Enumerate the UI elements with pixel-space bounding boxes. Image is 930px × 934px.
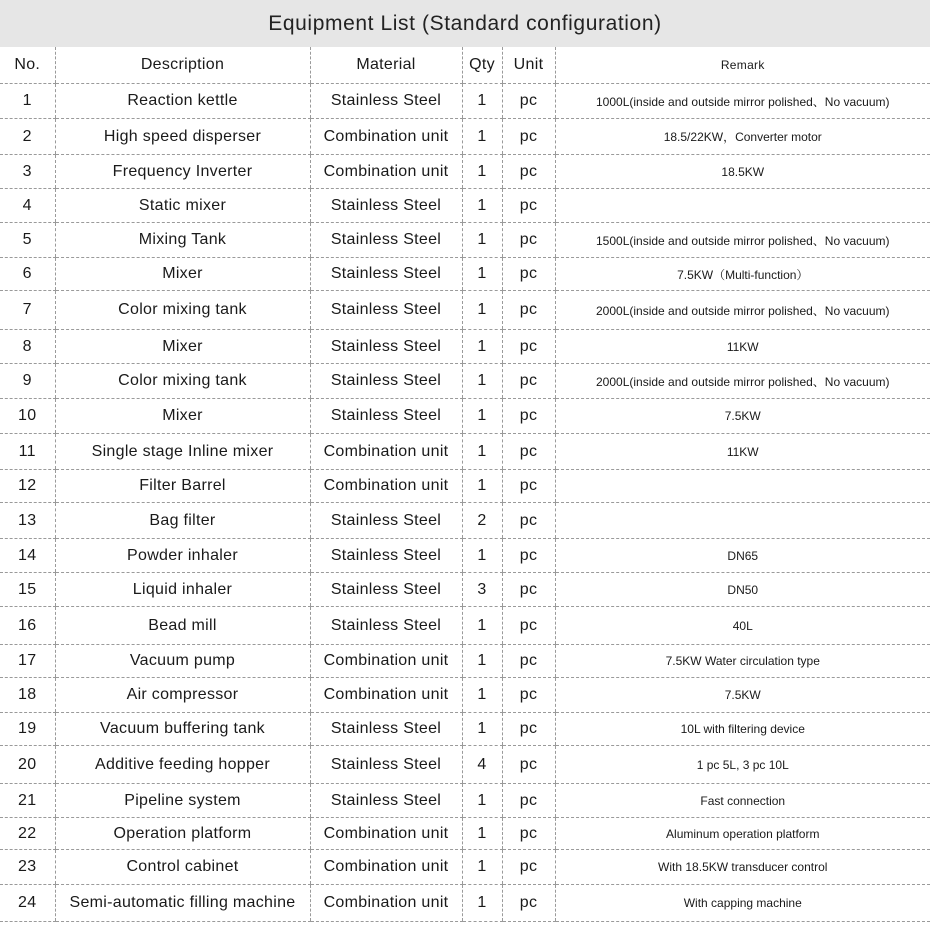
cell-qty: 2 xyxy=(462,503,502,539)
table-row xyxy=(0,713,930,746)
table-row xyxy=(0,364,930,399)
cell-remark: 1500L(inside and outside mirror polished、No vacuum) xyxy=(555,223,930,258)
cell-no: 11 xyxy=(0,434,55,470)
cell-unit: pc xyxy=(502,84,555,119)
table-row xyxy=(0,539,930,573)
cell-remark: 18.5KW xyxy=(555,155,930,189)
cell-unit: pc xyxy=(502,539,555,573)
cell-qty: 3 xyxy=(462,573,502,607)
cell-no: 24 xyxy=(0,885,55,922)
cell-qty: 1 xyxy=(462,539,502,573)
table-row xyxy=(0,818,930,850)
cell-remark: Fast connection xyxy=(555,784,930,818)
cell-description: Air compressor xyxy=(55,678,310,713)
cell-unit: pc xyxy=(502,434,555,470)
cell-no: 8 xyxy=(0,330,55,364)
cell-qty: 1 xyxy=(462,119,502,155)
cell-unit: pc xyxy=(502,885,555,922)
cell-qty: 1 xyxy=(462,434,502,470)
cell-unit: pc xyxy=(502,818,555,850)
table-row xyxy=(0,573,930,607)
table-row xyxy=(0,503,930,539)
cell-remark: 10L with filtering device xyxy=(555,713,930,746)
table-row xyxy=(0,470,930,503)
cell-qty: 1 xyxy=(462,713,502,746)
cell-qty: 1 xyxy=(462,850,502,885)
cell-description: Frequency Inverter xyxy=(55,155,310,189)
table-row xyxy=(0,330,930,364)
cell-description: High speed disperser xyxy=(55,119,310,155)
table-row xyxy=(0,399,930,434)
cell-material: Stainless Steel xyxy=(310,364,462,399)
cell-unit: pc xyxy=(502,573,555,607)
cell-material: Stainless Steel xyxy=(310,746,462,784)
cell-description: Mixer xyxy=(55,330,310,364)
cell-description: Single stage Inline mixer xyxy=(55,434,310,470)
cell-material: Combination unit xyxy=(310,645,462,678)
cell-description: Color mixing tank xyxy=(55,364,310,399)
cell-no: 20 xyxy=(0,746,55,784)
cell-description: Vacuum buffering tank xyxy=(55,713,310,746)
table-row xyxy=(0,189,930,223)
cell-description: Static mixer xyxy=(55,189,310,223)
cell-no: 17 xyxy=(0,645,55,678)
cell-unit: pc xyxy=(502,746,555,784)
cell-remark: 2000L(inside and outside mirror polished、No vacuum) xyxy=(555,291,930,330)
cell-unit: pc xyxy=(502,258,555,291)
cell-remark: 11KW xyxy=(555,434,930,470)
cell-qty: 1 xyxy=(462,607,502,645)
cell-material: Stainless Steel xyxy=(310,291,462,330)
table-row xyxy=(0,885,930,922)
cell-description: Vacuum pump xyxy=(55,645,310,678)
table-row xyxy=(0,291,930,330)
cell-description: Operation platform xyxy=(55,818,310,850)
cell-qty: 4 xyxy=(462,746,502,784)
cell-remark: 7.5KW（Multi-function） xyxy=(555,258,930,291)
cell-qty: 1 xyxy=(462,189,502,223)
table-row xyxy=(0,746,930,784)
cell-qty: 1 xyxy=(462,399,502,434)
cell-remark: With capping machine xyxy=(555,885,930,922)
cell-remark: 1 pc 5L, 3 pc 10L xyxy=(555,746,930,784)
table-row xyxy=(0,119,930,155)
cell-unit: pc xyxy=(502,470,555,503)
cell-remark: 7.5KW xyxy=(555,678,930,713)
cell-qty: 1 xyxy=(462,258,502,291)
cell-remark: With 18.5KW transducer control xyxy=(555,850,930,885)
table-header-row xyxy=(0,47,930,84)
cell-qty: 1 xyxy=(462,470,502,503)
table-row xyxy=(0,645,930,678)
cell-qty: 1 xyxy=(462,885,502,922)
cell-material: Combination unit xyxy=(310,850,462,885)
cell-unit: pc xyxy=(502,607,555,645)
cell-no: 23 xyxy=(0,850,55,885)
cell-material: Stainless Steel xyxy=(310,223,462,258)
cell-remark: DN50 xyxy=(555,573,930,607)
cell-material: Stainless Steel xyxy=(310,539,462,573)
cell-material: Stainless Steel xyxy=(310,84,462,119)
cell-no: 10 xyxy=(0,399,55,434)
cell-qty: 1 xyxy=(462,364,502,399)
cell-description: Bead mill xyxy=(55,607,310,645)
cell-description: Pipeline system xyxy=(55,784,310,818)
cell-description: Mixer xyxy=(55,258,310,291)
cell-no: 18 xyxy=(0,678,55,713)
cell-unit: pc xyxy=(502,291,555,330)
cell-qty: 1 xyxy=(462,784,502,818)
cell-no: 6 xyxy=(0,258,55,291)
cell-description: Color mixing tank xyxy=(55,291,310,330)
page-title: Equipment List (Standard configuration) xyxy=(0,0,930,47)
cell-no: 9 xyxy=(0,364,55,399)
cell-no: 4 xyxy=(0,189,55,223)
cell-no: 1 xyxy=(0,84,55,119)
cell-unit: pc xyxy=(502,223,555,258)
cell-unit: pc xyxy=(502,503,555,539)
cell-qty: 1 xyxy=(462,330,502,364)
cell-qty: 1 xyxy=(462,155,502,189)
cell-unit: pc xyxy=(502,850,555,885)
equipment-table xyxy=(0,47,930,922)
cell-qty: 1 xyxy=(462,818,502,850)
cell-unit: pc xyxy=(502,155,555,189)
header-material: Material xyxy=(310,47,462,84)
cell-unit: pc xyxy=(502,189,555,223)
cell-unit: pc xyxy=(502,364,555,399)
cell-unit: pc xyxy=(502,119,555,155)
cell-material: Stainless Steel xyxy=(310,573,462,607)
cell-no: 22 xyxy=(0,818,55,850)
table-row xyxy=(0,434,930,470)
cell-remark xyxy=(555,470,930,503)
table-row xyxy=(0,784,930,818)
header-remark: Remark xyxy=(555,47,930,84)
cell-no: 19 xyxy=(0,713,55,746)
cell-unit: pc xyxy=(502,678,555,713)
cell-unit: pc xyxy=(502,784,555,818)
cell-no: 21 xyxy=(0,784,55,818)
table-row xyxy=(0,155,930,189)
cell-no: 3 xyxy=(0,155,55,189)
cell-remark: 18.5/22KW，Converter motor xyxy=(555,119,930,155)
header-description: Description xyxy=(55,47,310,84)
cell-material: Stainless Steel xyxy=(310,330,462,364)
cell-material: Stainless Steel xyxy=(310,713,462,746)
table-row xyxy=(0,607,930,645)
cell-description: Mixing Tank xyxy=(55,223,310,258)
cell-material: Stainless Steel xyxy=(310,503,462,539)
cell-remark xyxy=(555,503,930,539)
cell-remark: DN65 xyxy=(555,539,930,573)
cell-description: Control cabinet xyxy=(55,850,310,885)
cell-description: Mixer xyxy=(55,399,310,434)
cell-no: 14 xyxy=(0,539,55,573)
cell-material: Stainless Steel xyxy=(310,189,462,223)
cell-no: 2 xyxy=(0,119,55,155)
cell-unit: pc xyxy=(502,645,555,678)
table-row xyxy=(0,223,930,258)
cell-material: Combination unit xyxy=(310,119,462,155)
cell-material: Stainless Steel xyxy=(310,399,462,434)
cell-no: 5 xyxy=(0,223,55,258)
cell-description: Bag filter xyxy=(55,503,310,539)
cell-no: 12 xyxy=(0,470,55,503)
cell-remark: 7.5KW xyxy=(555,399,930,434)
cell-material: Combination unit xyxy=(310,678,462,713)
cell-no: 13 xyxy=(0,503,55,539)
cell-unit: pc xyxy=(502,713,555,746)
cell-qty: 1 xyxy=(462,84,502,119)
cell-qty: 1 xyxy=(462,678,502,713)
cell-remark: Aluminum operation platform xyxy=(555,818,930,850)
cell-remark: 7.5KW Water circulation type xyxy=(555,645,930,678)
cell-unit: pc xyxy=(502,330,555,364)
table-row xyxy=(0,678,930,713)
cell-no: 7 xyxy=(0,291,55,330)
cell-material: Combination unit xyxy=(310,885,462,922)
cell-material: Stainless Steel xyxy=(310,258,462,291)
cell-material: Combination unit xyxy=(310,434,462,470)
cell-material: Stainless Steel xyxy=(310,784,462,818)
cell-material: Combination unit xyxy=(310,155,462,189)
header-unit: Unit xyxy=(502,47,555,84)
header-no: No. xyxy=(0,47,55,84)
table-row xyxy=(0,84,930,119)
cell-qty: 1 xyxy=(462,645,502,678)
table-row xyxy=(0,258,930,291)
table-row xyxy=(0,850,930,885)
cell-remark: 11KW xyxy=(555,330,930,364)
cell-remark: 2000L(inside and outside mirror polished、No vacuum) xyxy=(555,364,930,399)
cell-description: Powder inhaler xyxy=(55,539,310,573)
cell-description: Liquid inhaler xyxy=(55,573,310,607)
cell-description: Semi-automatic filling machine xyxy=(55,885,310,922)
cell-no: 15 xyxy=(0,573,55,607)
cell-no: 16 xyxy=(0,607,55,645)
cell-material: Combination unit xyxy=(310,818,462,850)
cell-qty: 1 xyxy=(462,223,502,258)
cell-material: Stainless Steel xyxy=(310,607,462,645)
cell-qty: 1 xyxy=(462,291,502,330)
cell-remark: 1000L(inside and outside mirror polished、No vacuum) xyxy=(555,84,930,119)
cell-unit: pc xyxy=(502,399,555,434)
cell-description: Reaction kettle xyxy=(55,84,310,119)
cell-description: Additive feeding hopper xyxy=(55,746,310,784)
header-qty: Qty xyxy=(462,47,502,84)
cell-description: Filter Barrel xyxy=(55,470,310,503)
cell-remark xyxy=(555,189,930,223)
cell-remark: 40L xyxy=(555,607,930,645)
cell-material: Combination unit xyxy=(310,470,462,503)
